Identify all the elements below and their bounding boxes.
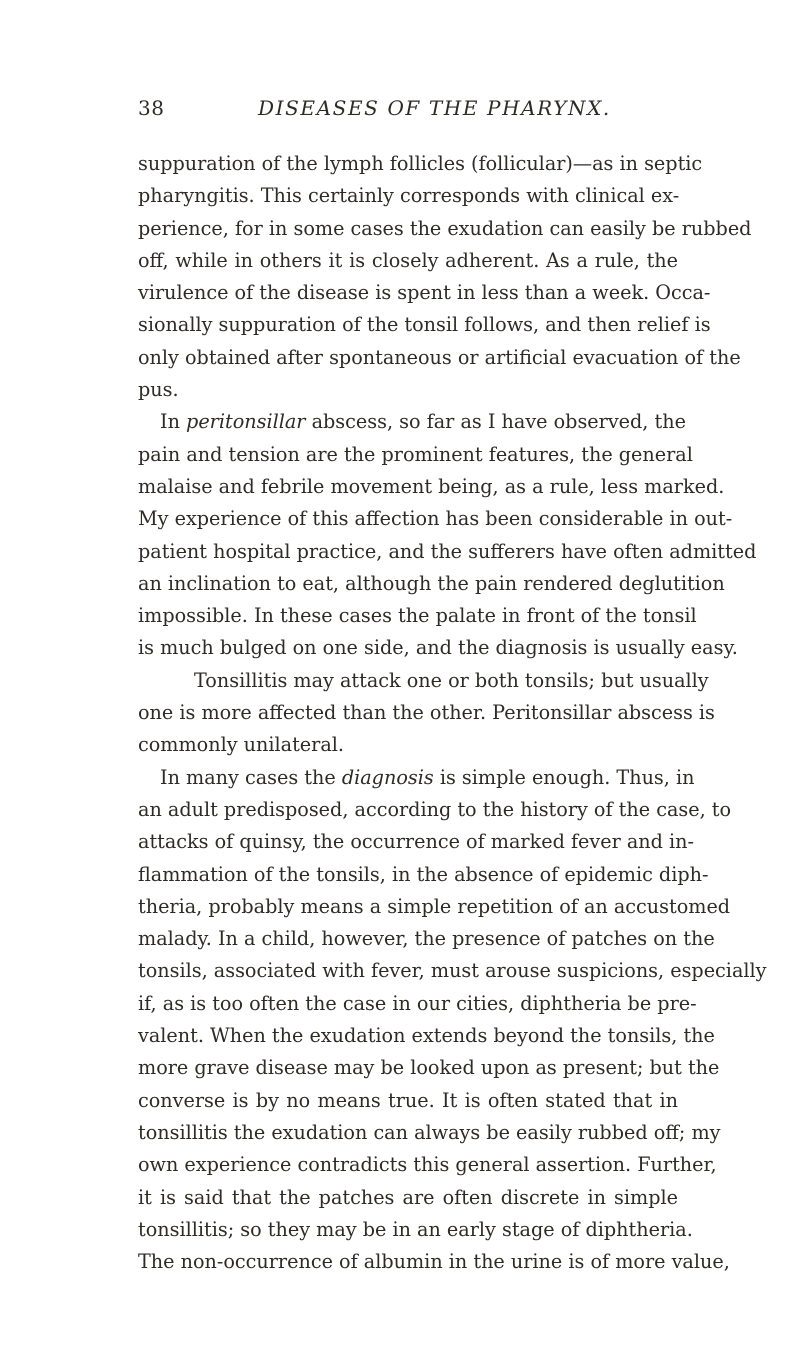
- text-line: patient hospital practice, and the sufferers have often admitted: [138, 539, 757, 563]
- text-line: [138, 406, 686, 438]
- text-line: if, as is too often the case in our cities, diphtheria be pre-: [138, 991, 697, 1015]
- running-title: DISEASES OF THE PHARYNX.: [258, 96, 611, 120]
- text-line: pharyngitis. This certainly corresponds with clinical ex-: [138, 184, 680, 208]
- text-line: flammation of the tonsils, in the absence of epidemic diph-: [138, 862, 709, 886]
- emphasized-term: diagnosis: [341, 765, 434, 789]
- text-line: malaise and febrile movement being, as a rule, less marked.: [138, 474, 725, 498]
- text-line: one is more affected than the other. Peritonsillar abscess is: [138, 701, 715, 725]
- text-line: off, while in others it is closely adherent. As a rule, the: [138, 248, 678, 272]
- text-line: only obtained after spontaneous or artificial evacuation of the: [138, 345, 741, 369]
- text-line: is much bulged on one side, and the diagnosis is usually easy.: [138, 636, 738, 660]
- text-line: virulence of the disease is spent in less than a week. Occa-: [138, 281, 711, 305]
- text-line: own experience contradicts this general assertion. Further,: [138, 1153, 717, 1177]
- text-segment: In: [160, 410, 187, 434]
- text-line: an adult predisposed, according to the history of the case, to: [138, 797, 732, 821]
- text-line: sionally suppuration of the tonsil follows, and then relief is: [138, 313, 711, 337]
- text-line: Tonsillitis may attack one or both tonsils; but usually: [194, 668, 709, 692]
- text-line: impossible. In these cases the palate in front of the tonsil: [138, 604, 697, 628]
- text-line: pain and tension are the prominent features, the general: [138, 442, 693, 466]
- text-line: pus.: [138, 378, 179, 402]
- text-segment: is simple enough. Thus, in: [433, 765, 695, 789]
- text-line: theria, probably means a simple repetition of an accustomed: [138, 894, 731, 918]
- text-line: perience, for in some cases the exudation can easily be rubbed: [138, 216, 752, 240]
- text-line: [138, 762, 695, 794]
- text-line: suppuration of the lymph follicles (follicular)—as in septic: [138, 152, 703, 175]
- text-line: The non-occurrence of albumin in the urine is of more value,: [138, 1250, 730, 1274]
- text-line: attacks of quinsy, the occurrence of marked fever and in-: [138, 830, 695, 854]
- text-line: converse is by no means true. It is often stated that in: [138, 1088, 678, 1112]
- text-line: more grave disease may be looked upon as present; but the: [138, 1056, 720, 1080]
- page-header: [138, 96, 678, 128]
- text-line: valent. When the exudation extends beyond the tonsils, the: [138, 1024, 715, 1048]
- text-line: tonsillitis; so they may be in an early stage of diphtheria.: [138, 1217, 693, 1241]
- text-line: it is said that the patches are often discrete in simple: [138, 1185, 678, 1209]
- text-segment: abscess, so far as I have observed, the: [305, 410, 686, 434]
- page-number: 38: [138, 96, 165, 120]
- text-segment: In many cases the: [160, 765, 342, 789]
- text-line: tonsillitis the exudation can always be easily rubbed off; my: [138, 1120, 721, 1144]
- text-line: tonsils, associated with fever, must arouse suspicions, especially: [138, 959, 767, 983]
- body-text: [138, 148, 767, 1278]
- text-line: an inclination to eat, although the pain rendered deglutition: [138, 571, 725, 595]
- emphasized-term: peritonsillar: [186, 410, 306, 434]
- text-line: malady. In a child, however, the presence of patches on the: [138, 927, 715, 951]
- text-line: My experience of this affection has been considerable in out-: [138, 507, 733, 531]
- text-line: commonly unilateral.: [138, 733, 345, 757]
